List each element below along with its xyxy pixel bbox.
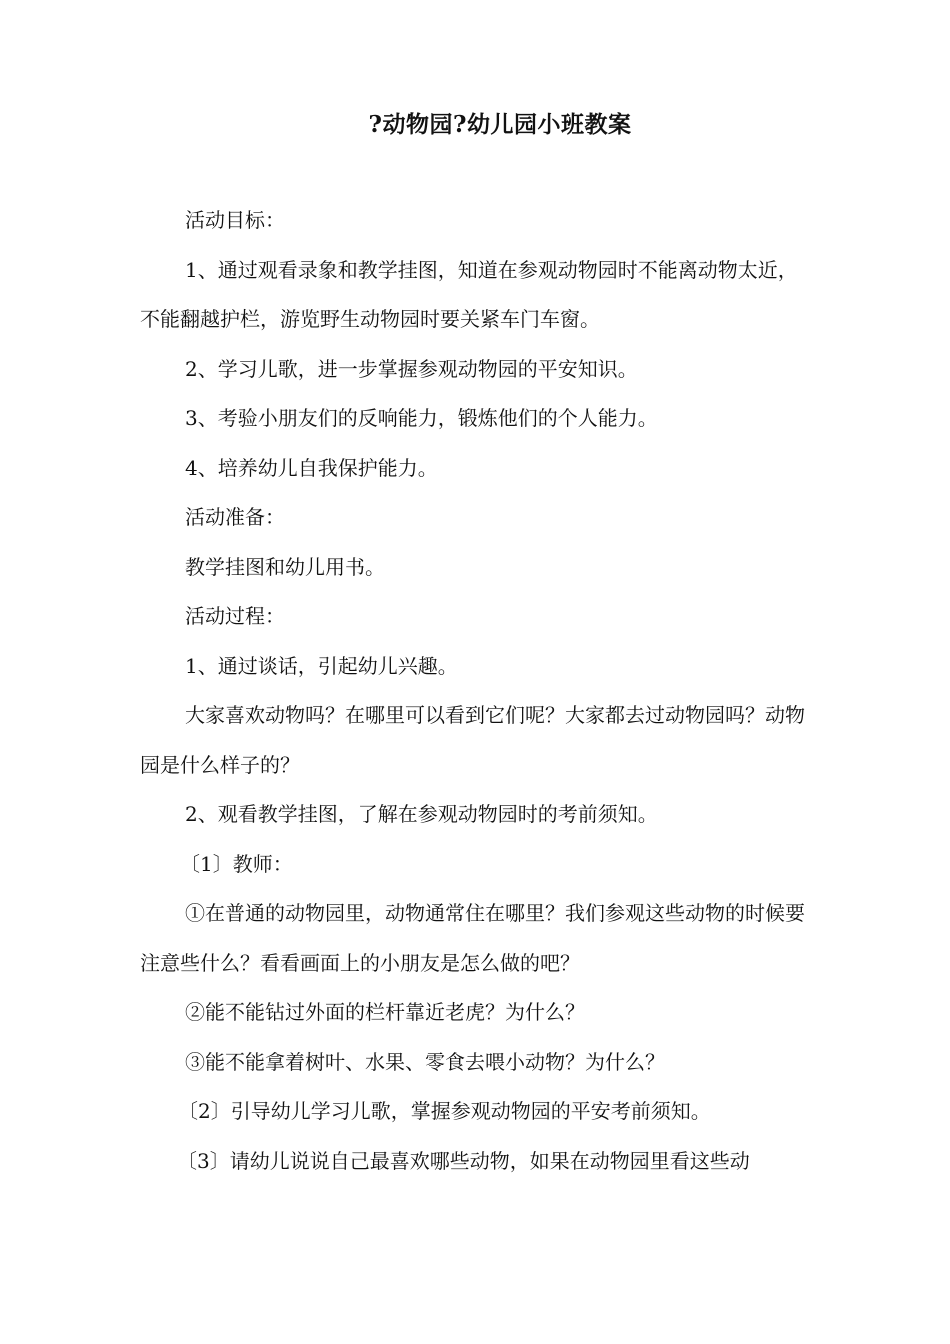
question-3: ③能不能拿着树叶、水果、零食去喂小动物？为什么？: [185, 1049, 665, 1074]
process-step-1-text: 大家喜欢动物吗？在哪里可以看到它们呢？大家都去过动物园吗？动物园是什么样子的？: [140, 703, 805, 777]
goal-item-3: 3、考验小朋友们的反响能力，锻炼他们的个人能力。: [185, 406, 658, 430]
preparation-text: 教学挂图和幼儿用书。: [185, 554, 385, 579]
goal-item-4: 4、培养幼儿自我保护能力。: [185, 455, 438, 480]
process-sub-2: 〔2〕引导幼儿学习儿歌，掌握参观动物园的平安考前须知。: [178, 1099, 711, 1123]
question-1: ①在普通的动物园里，动物通常住在哪里？我们参观这些动物的时候要注意些什么？看看画面上的小朋友是怎么做的吧？: [140, 901, 805, 975]
document-title: ?动物园?幼儿园小班教案: [368, 111, 632, 138]
question-2: ②能不能钻过外面的栏杆靠近老虎？为什么？: [185, 1000, 585, 1024]
goal-item-1: 1、通过观看录象和教学挂图，知道在参观动物园时不能离动物太近，不能翻越护栏，游览野生动物园时要关紧车门车窗。: [140, 257, 798, 331]
process-sub-1: 〔1〕教师：: [180, 851, 293, 876]
section-heading-goals: 活动目标：: [185, 208, 285, 232]
section-heading-process: 活动过程：: [185, 604, 285, 628]
process-sub-3: 〔3〕请幼儿说说自己最喜欢哪些动物，如果在动物园里看这些动: [177, 1148, 750, 1173]
process-step-2: 2、观看教学挂图，了解在参观动物园时的考前须知。: [185, 802, 658, 826]
process-step-1: 1、通过谈话，引起幼儿兴趣。: [185, 653, 458, 678]
document-body: [140, 196, 812, 1186]
section-heading-preparation: 活动准备：: [185, 505, 285, 529]
goal-item-2: 2、学习儿歌，进一步掌握参观动物园的平安知识。: [185, 356, 638, 381]
